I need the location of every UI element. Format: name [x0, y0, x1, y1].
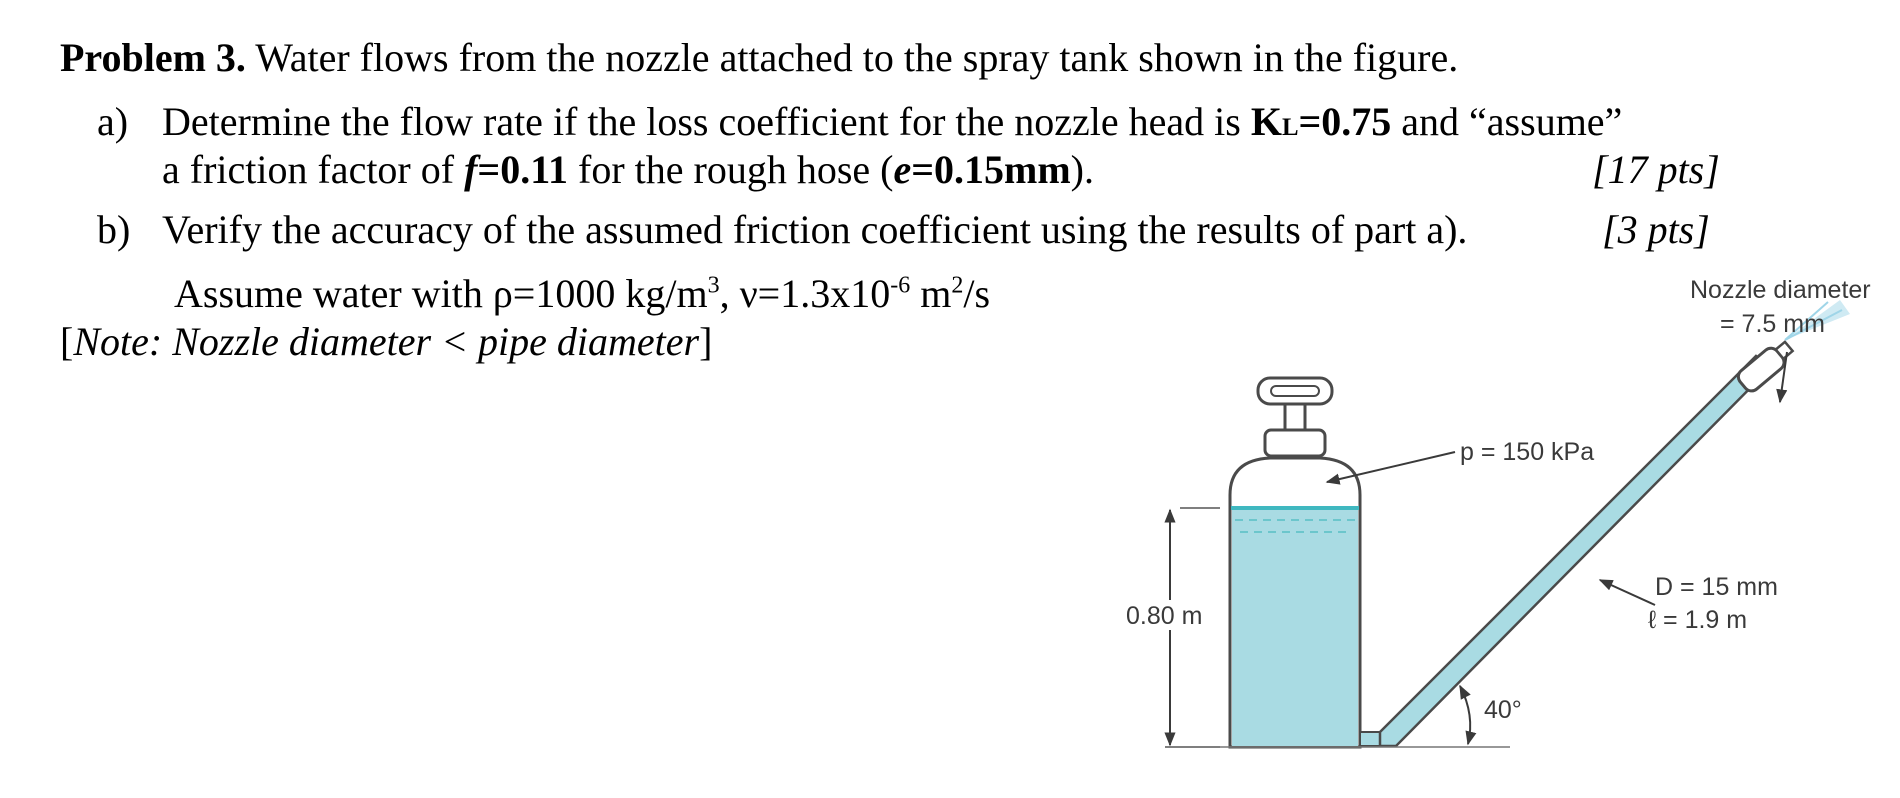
part-b-marker: b) — [97, 207, 131, 252]
part-a-text2: and “assume” — [1391, 99, 1623, 144]
angle-arc — [1460, 686, 1470, 744]
friction-value: =0.11 — [477, 147, 568, 192]
assume-text3: m — [910, 271, 952, 316]
tank-water — [1232, 508, 1358, 746]
tank-handle — [1258, 378, 1332, 456]
nozzle-head — [1735, 337, 1796, 394]
loss-coefficient-subscript: L — [1281, 114, 1299, 141]
part-b-points: [3 pts] — [1602, 207, 1710, 252]
note-close: ] — [699, 319, 713, 364]
angle-label: 40° — [1484, 696, 1522, 724]
note — [60, 318, 712, 366]
part-a-marker: a) — [97, 99, 129, 144]
problem-label: Problem 3. — [60, 35, 246, 80]
friction-symbol: f — [464, 147, 478, 192]
spray-tank-figure — [1080, 270, 1890, 760]
assume-exp1: 3 — [707, 272, 720, 299]
nozzle-diameter-label: Nozzle diameter — [1690, 276, 1871, 304]
assumptions — [174, 270, 990, 318]
hose — [1380, 356, 1770, 746]
hose-leader-arrow — [1600, 580, 1655, 605]
hose-length-label: ℓ = 1.9 m — [1648, 606, 1748, 634]
pressure-label: p = 150 kPa — [1460, 438, 1595, 466]
assume-exp3: 2 — [951, 272, 964, 299]
nozzle-diameter-value: = 7.5 mm — [1720, 310, 1825, 338]
part-a-text3: a friction factor of — [162, 147, 465, 192]
part-a-points: [17 pts] — [1592, 147, 1720, 192]
part-a-line1 — [162, 98, 1622, 152]
part-a-line2 — [162, 146, 1094, 194]
part-a-text5: ). — [1070, 147, 1094, 192]
roughness-symbol: e — [893, 147, 912, 192]
assume-text4: /s — [963, 271, 991, 316]
roughness-value: =0.15mm — [911, 147, 1071, 192]
height-label: 0.80 m — [1126, 602, 1203, 630]
assume-text1: Assume water with ρ=1000 kg/m — [174, 271, 708, 316]
loss-coefficient — [1251, 99, 1391, 144]
loss-coefficient-symbol: K — [1250, 99, 1282, 144]
outlet-fitting — [1360, 732, 1380, 746]
part-a-text4: for the rough hose ( — [568, 147, 894, 192]
assume-exp2: -6 — [890, 272, 911, 299]
problem-statement — [60, 34, 1458, 82]
part-a-label — [97, 98, 128, 146]
note-open: [ — [60, 319, 74, 364]
part-b-label — [97, 206, 130, 254]
assume-text2: , ν=1.3x10 — [719, 271, 891, 316]
part-b-text: Verify the accuracy of the assumed friction coefficient using the results of part a). — [162, 207, 1468, 252]
hose-diameter-label: D = 15 mm — [1655, 573, 1778, 601]
note-text: Note: Nozzle diameter < pipe diameter — [73, 319, 700, 364]
part-a-text1: Determine the flow rate if the loss coefficient for the nozzle head is — [162, 99, 1251, 144]
loss-coefficient-value: =0.75 — [1298, 99, 1392, 144]
problem-text: Water flows from the nozzle attached to the spray tank shown in the figure. — [255, 35, 1459, 80]
